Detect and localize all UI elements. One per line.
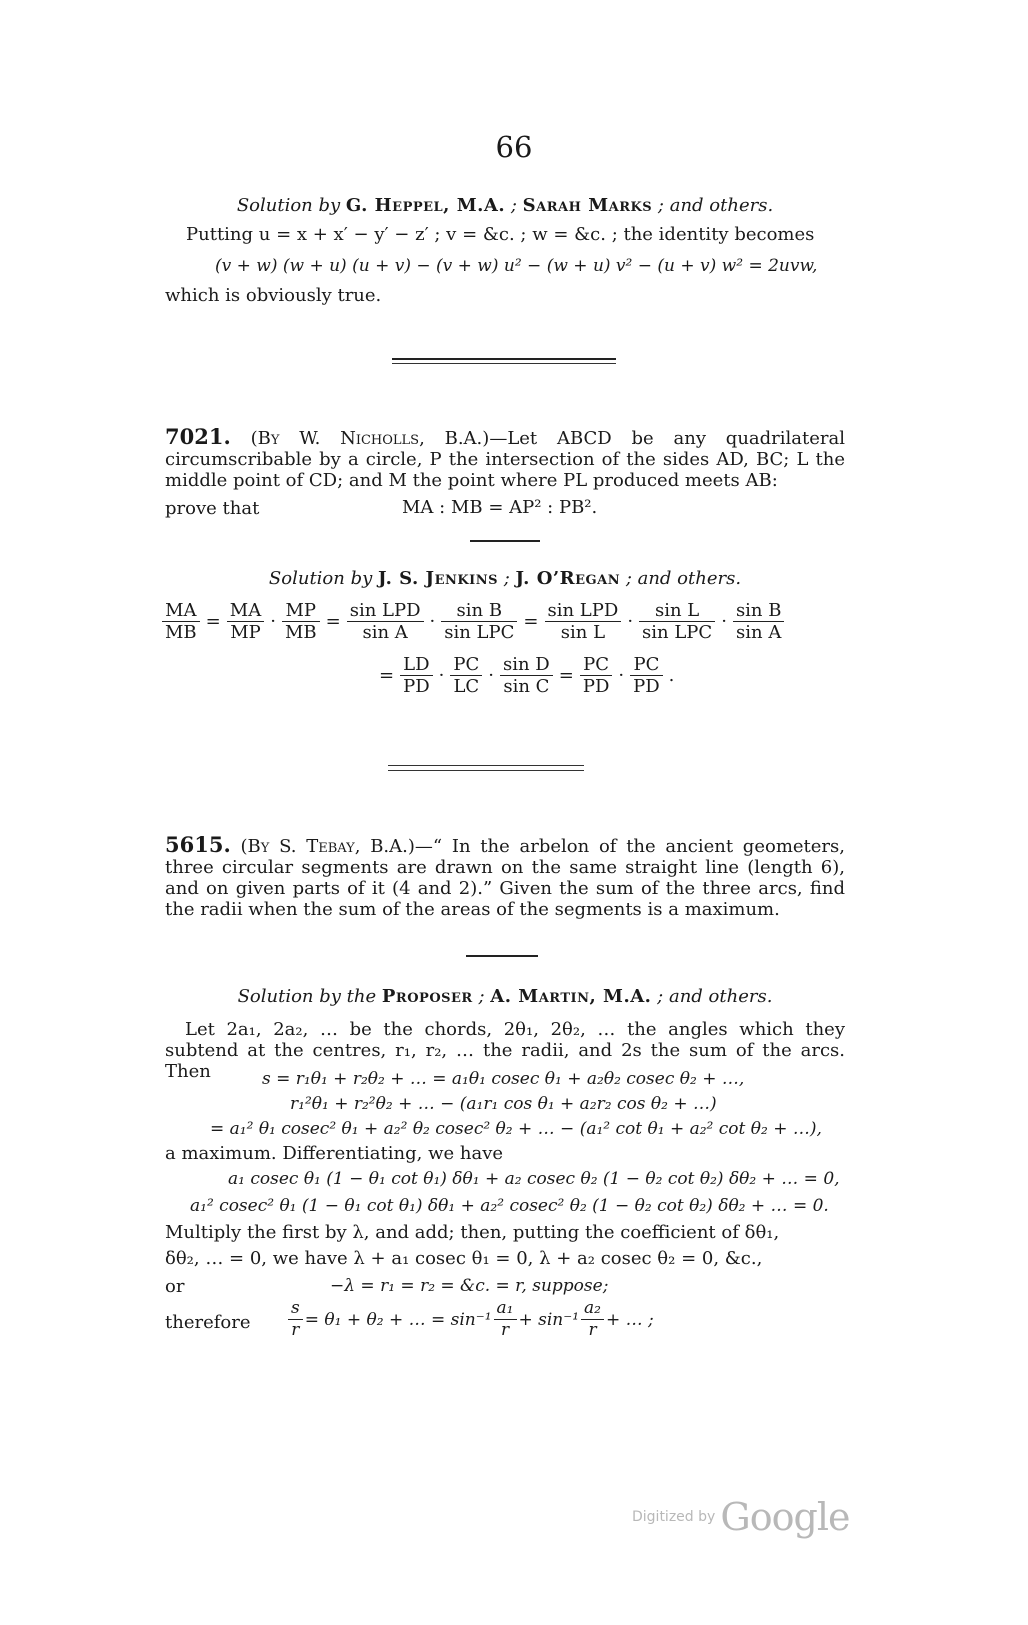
fraction-numerator: MP [282, 600, 320, 622]
text-line: δθ₂, … = 0, we have λ + a₁ cosec θ₁ = 0, λ + a₂ cosec θ₂ = 0, &c., [165, 1248, 763, 1269]
operator: . [668, 665, 675, 686]
divider [388, 765, 584, 766]
fraction-denominator: r [291, 1320, 300, 1340]
fraction-numerator: PC [630, 654, 663, 676]
operator: · [270, 611, 276, 632]
fraction-denominator: PD [403, 676, 430, 697]
author-name: Sarah Marks [522, 195, 653, 216]
fraction-denominator: PD [633, 676, 660, 697]
operator: · [721, 611, 727, 632]
heading-prefix: Solution by [268, 568, 373, 589]
problem-number: 7021. [165, 426, 231, 449]
equation-part: + sin⁻¹ [518, 1309, 580, 1330]
fraction-numerator: MA [227, 600, 264, 622]
or-label: or [165, 1276, 185, 1297]
fraction-numerator: PC [450, 654, 482, 676]
equation: MA : MB = AP² : PB². [402, 497, 598, 518]
author-name: J. S. Jenkins [378, 568, 499, 589]
divider [392, 363, 616, 364]
watermark-small: Digitized by [632, 1509, 716, 1525]
page-number: 66 [495, 130, 533, 164]
solution-heading-1: Solution by G. Heppel, M.A. ; Sarah Marks ; and others. [236, 195, 774, 216]
problem-number: 5615. [165, 834, 231, 857]
equation: a₁² cosec² θ₁ (1 − θ₁ cot θ₁) δθ₁ + a₂² cosec² θ₂ (1 − θ₂ cot θ₂) δθ₂ + … = 0. [190, 1196, 829, 1216]
equation: r₁²θ₁ + r₂²θ₂ + … − (a₁r₁ cos θ₁ + a₂r₂ cos θ₂ + …) [290, 1094, 717, 1114]
equation: s = r₁θ₁ + r₂θ₂ + … = a₁θ₁ cosec θ₁ + a₂θ₂ cosec θ₂ + …, [262, 1069, 745, 1089]
author-name: J. O’Regan [515, 568, 621, 589]
author-name: G. Heppel, M.A. [345, 195, 506, 216]
fraction [227, 600, 264, 643]
fraction-numerator: sin D [500, 654, 553, 676]
google-logo: Google [720, 1495, 850, 1539]
fraction-numerator: sin LPD [545, 600, 622, 622]
fraction-denominator: MB [165, 622, 197, 643]
author-name: A. Martin, M.A. [490, 986, 652, 1007]
fraction-numerator: s [288, 1298, 303, 1320]
short-divider [466, 955, 538, 957]
solution-heading-2: Solution by J. S. Jenkins ; J. O’Regan ; and others. [268, 568, 742, 589]
fraction [441, 600, 517, 643]
problem-text: —Let ABCD be any quadrilateral circumscribable by a circle, P the intersection of the sides AD, BC; L the middle point of CD; and M the point where PL produced meets AB: [165, 428, 845, 491]
operator: = [523, 611, 539, 632]
prove-label: prove that [165, 498, 260, 519]
fraction-denominator: sin C [503, 676, 550, 697]
solution-heading-3: Solution by the Proposer ; A. Martin, M.A. ; and others. [237, 986, 773, 1007]
fraction-numerator: sin B [733, 600, 785, 622]
fraction [545, 600, 622, 643]
fraction-denominator: PD [582, 676, 610, 697]
operator: · [627, 611, 634, 632]
operator: = [558, 665, 574, 686]
text-line: Putting u = x + x′ − y′ − z′ ; v = &c. ; w = &c. ; the identity becomes [186, 224, 815, 245]
operator: = [379, 665, 395, 686]
heading-prefix: Solution by [236, 195, 341, 216]
problem-author: (By S. Tebay, B.A.) [240, 836, 415, 857]
fraction-denominator: sin A [736, 622, 782, 643]
fraction-denominator: sin LPC [444, 622, 515, 643]
fraction-row-2 [375, 654, 678, 697]
fraction [347, 600, 424, 643]
fraction-numerator: sin B [441, 600, 517, 622]
equation: −λ = r₁ = r₂ = &c. = r, suppose; [330, 1276, 609, 1296]
short-divider [470, 540, 540, 542]
problem-author: (By W. Nicholls, B.A.) [250, 428, 490, 449]
fraction [162, 600, 200, 643]
fraction-denominator: sin A [362, 622, 408, 643]
heading-suffix: and others. [669, 195, 774, 216]
author-name: Proposer [381, 986, 473, 1007]
equation: a₁ cosec θ₁ (1 − θ₁ cot θ₁) δθ₁ + a₂ cosec θ₂ (1 − θ₂ cot θ₂) δθ₂ + … = 0, [228, 1169, 840, 1189]
heading-prefix: Solution by the [237, 986, 377, 1007]
paragraph-intro: Let 2a₁, 2a₂, … be the chords, 2θ₁, 2θ₂, … the angles which they subtend at the centres, r₁, r₂, … the radii, and 2s the sum of the arcs. Then [165, 1019, 845, 1082]
fraction [400, 654, 433, 697]
equation: (v + w) (w + u) (u + v) − (v + w) u² − (w + u) v² − (u + v) w² = 2uvw, [215, 256, 818, 276]
fraction [500, 654, 553, 697]
divider [388, 770, 584, 771]
fraction-numerator: MA [162, 600, 200, 622]
fraction-row-1 [160, 600, 786, 643]
digitized-watermark [632, 1495, 849, 1539]
equation: = a₁² θ₁ cosec² θ₁ + a₂² θ₂ cosec² θ₂ + … − (a₁² cot θ₁ + a₂² cot θ₂ + …), [210, 1119, 822, 1139]
fraction [630, 654, 663, 697]
problem-5615 [165, 834, 845, 944]
text-line: a maximum. Differentiating, we have [165, 1143, 504, 1164]
fraction-denominator: sin LPC [642, 622, 713, 643]
fraction-numerator: sin L [639, 600, 715, 622]
divider [392, 358, 616, 360]
operator: = [205, 611, 221, 632]
operator: = [325, 611, 341, 632]
fraction-denominator: r [500, 1320, 510, 1340]
operator: · [618, 665, 625, 686]
operator: · [438, 665, 445, 686]
fraction [580, 654, 613, 697]
fraction [282, 600, 320, 643]
equation-part: = θ₁ + θ₂ + … = sin⁻¹ [304, 1309, 492, 1330]
fraction [639, 600, 715, 643]
operator: · [488, 665, 494, 686]
fraction-numerator: PC [580, 654, 613, 676]
fraction-numerator: LD [400, 654, 433, 676]
fraction-denominator: LC [453, 676, 480, 697]
final-equation [286, 1298, 654, 1341]
fraction-denominator: MP [230, 622, 261, 643]
fraction-denominator: MB [284, 622, 317, 643]
text-line: which is obviously true. [165, 285, 382, 306]
problem-text: —“ In the arbelon of the ancient geometers, three circular segments are drawn on the same straight line (length 6), and on given parts of it (4 and 2).” Given the sum of the three arcs, find the radii when the sum of the areas of the segments is a maximum. [165, 836, 845, 920]
fraction [733, 600, 785, 643]
fraction-denominator: sin L [560, 622, 606, 643]
therefore-label: therefore [165, 1312, 251, 1333]
fraction-numerator: sin LPD [347, 600, 424, 622]
heading-suffix: and others. [637, 568, 742, 589]
fraction-numerator: a₂ [581, 1298, 604, 1320]
fraction-denominator: r [588, 1320, 597, 1340]
heading-suffix: and others. [668, 986, 773, 1007]
fraction-numerator: a₁ [494, 1298, 517, 1320]
fraction [450, 654, 482, 697]
text-line: Multiply the first by λ, and add; then, putting the coefficient of δθ₁, [165, 1222, 780, 1243]
problem-7021 [165, 426, 845, 492]
operator: · [429, 611, 436, 632]
equation-part: + … ; [606, 1309, 654, 1330]
